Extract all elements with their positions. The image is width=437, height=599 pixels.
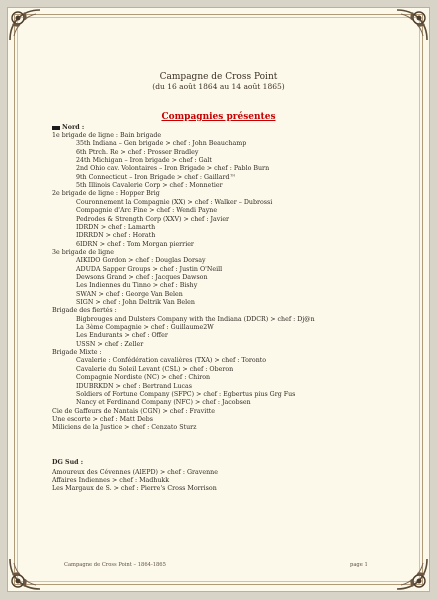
- list-item: Brigade Mixte :: [52, 349, 102, 357]
- list-item: Cavalerie : Confédération cavalières (TXA) > chef : Toronto: [76, 357, 267, 365]
- list-item: Dewsons Grand > chef : Jacques Dawson: [76, 273, 208, 281]
- list-item: Amoureux des Cévennes (AlEPD) > chef : Gravenne: [52, 468, 218, 476]
- footer-page-number: page 1: [350, 562, 368, 568]
- list-item: 1e brigade de ligne : Bain brigade: [52, 132, 162, 139]
- nord-label: [52, 124, 84, 132]
- corner-ornament-icon: [393, 6, 431, 44]
- list-item: Compagnie Nordiste (NC) > chef : Chiron: [76, 374, 211, 382]
- list-item: Nancy et Ferdinand Company (NFC) > chef : Jacobsen: [76, 399, 251, 407]
- list-item: 24th Michigan – Iron brigade > chef : Galt: [76, 157, 212, 165]
- list-item: Pedrodes & Strength Corp (XXV) > chef : Javier: [76, 215, 230, 223]
- list-item: Les Indiennes du Tinno > chef : Bishy: [76, 282, 198, 290]
- list-item: 2nd Ohio cav. Volontaires – Iron Brigade > chef : Pablo Burn: [76, 165, 270, 173]
- list-item: Bigbrouges and Dulsters Company with the Indiana (DDCR) > chef : Dj@n: [76, 315, 315, 323]
- list-item: Les Margaux de S. > chef : Pierre's Cross Morrison: [52, 485, 217, 493]
- list-item: USSN > chef : Zeller: [76, 340, 144, 348]
- list-item: Cavalerie du Soleil Levant (CSL) > chef : Oberon: [76, 365, 234, 373]
- list-item: IDRRDN > chef : Horath: [76, 232, 156, 240]
- list-item: Brigade des fiertés :: [52, 307, 117, 315]
- list-item: SIGN > chef : John Deltrik Van Belen: [76, 299, 195, 306]
- list-item: 6th Ptrch. Re > chef : Prosser Bradley: [76, 148, 199, 156]
- list-item: ADUDA Sapper Groups > chef : Justin O'Neill: [76, 265, 223, 273]
- list-item: SWAN > chef : George Van Belen: [76, 290, 183, 298]
- list-item: Couronnement la Compagnie (XX) > chef : Walker – Dubrossi: [76, 198, 273, 206]
- list-item: 35th Indiana – Gen brigade > chef : John Beauchamp: [76, 140, 247, 148]
- section-heading: Compagnies présentes: [161, 112, 276, 122]
- list-item: Miliciens de la Justice > chef : Cenzato Sturz: [52, 424, 197, 432]
- sud-label: DG Sud :: [52, 458, 84, 466]
- document-title: Campagne de Cross Point: [159, 72, 278, 82]
- list-item: 2e brigade de ligne : Hopper Brig: [52, 190, 160, 198]
- document-subtitle: (du 16 août 1864 au 14 août 1865): [152, 82, 285, 91]
- footer-left: Campagne de Cross Point – 1864-1865: [64, 562, 166, 568]
- list-item: Soldiers of Fortune Company (SFPC) > chef : Egbertus pius Grg Fus: [76, 390, 296, 398]
- corner-ornament-icon: [6, 555, 44, 593]
- list-item: 5th Illinois Cavalerie Corp > chef : Monnetier: [76, 182, 223, 190]
- list-item: Les Endurants > chef : Offer: [76, 332, 168, 340]
- list-item: IDRDN > chef : Lamarth: [76, 223, 156, 231]
- nord-label-text: Nord :: [62, 124, 85, 131]
- list-item: 9th Connecticut – Iron Brigade > chef : Gaillard™: [76, 173, 236, 181]
- list-item: 6IDRN > chef : Tom Morgan pierrier: [76, 240, 194, 248]
- list-item: Affaires Indiennes > chef : Madhukk: [52, 476, 170, 484]
- list-item: Une escorte > chef : Matt Debs: [52, 415, 153, 423]
- corner-ornament-icon: [393, 555, 431, 593]
- bullet-box-icon: [52, 126, 60, 130]
- list-item: La 3ème Compagnie > chef : Guillaume2W: [76, 324, 214, 332]
- list-item: Compagnie d'Arc Fine > chef : Wendi Payne: [76, 207, 218, 215]
- list-item: AIKIDO Gordon > chef : Douglas Dorsay: [76, 257, 206, 265]
- corner-ornament-icon: [6, 6, 44, 44]
- list-item: Cie de Gaffeurs de Nantais (CGN) > chef : Fravitte: [52, 407, 216, 415]
- list-item: IDUBRKDN > chef : Bertrand Lucas: [76, 382, 193, 390]
- list-item: 3e brigade de ligne: [52, 248, 114, 256]
